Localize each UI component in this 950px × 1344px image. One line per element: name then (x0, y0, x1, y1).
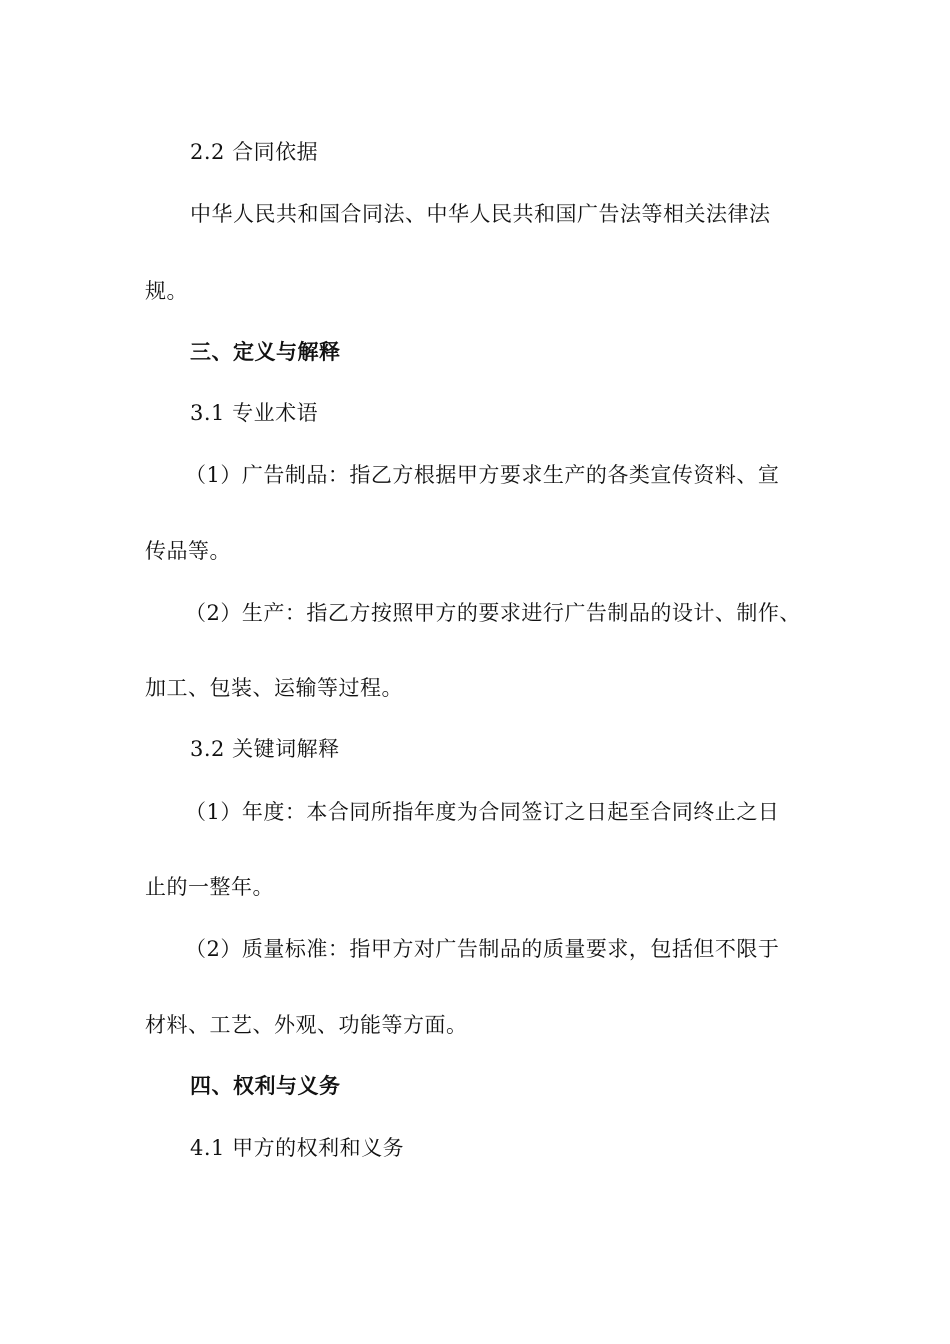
subsection-heading-2-2: 2.2 合同依据 (190, 140, 319, 164)
subsection-heading-3-2: 3.2 关键词解释 (190, 737, 340, 761)
paragraph-line: 规。 (145, 279, 188, 303)
section-heading-4: 四、权利与义务 (190, 1073, 341, 1098)
paragraph-line: 材料、工艺、外观、功能等方面。 (145, 1013, 468, 1037)
paragraph-line: （2）质量标准：指甲方对广告制品的质量要求，包括但不限于 (185, 937, 780, 961)
paragraph-line: 中华人民共和国合同法、中华人民共和国广告法等相关法律法 (190, 202, 771, 226)
paragraph-line: 传品等。 (145, 539, 231, 563)
paragraph-line: （1）年度：本合同所指年度为合同签订之日起至合同终止之日 (185, 800, 780, 824)
paragraph-line: 止的一整年。 (145, 875, 274, 899)
paragraph-line: （1）广告制品：指乙方根据甲方要求生产的各类宣传资料、宣 (185, 463, 780, 487)
paragraph-line: 加工、包装、运输等过程。 (145, 676, 403, 700)
section-heading-3: 三、定义与解释 (190, 339, 341, 364)
paragraph-line: （2）生产：指乙方按照甲方的要求进行广告制品的设计、制作、 (185, 601, 801, 625)
subsection-heading-4-1: 4.1 甲方的权利和义务 (190, 1136, 405, 1160)
subsection-heading-3-1: 3.1 专业术语 (190, 401, 319, 425)
